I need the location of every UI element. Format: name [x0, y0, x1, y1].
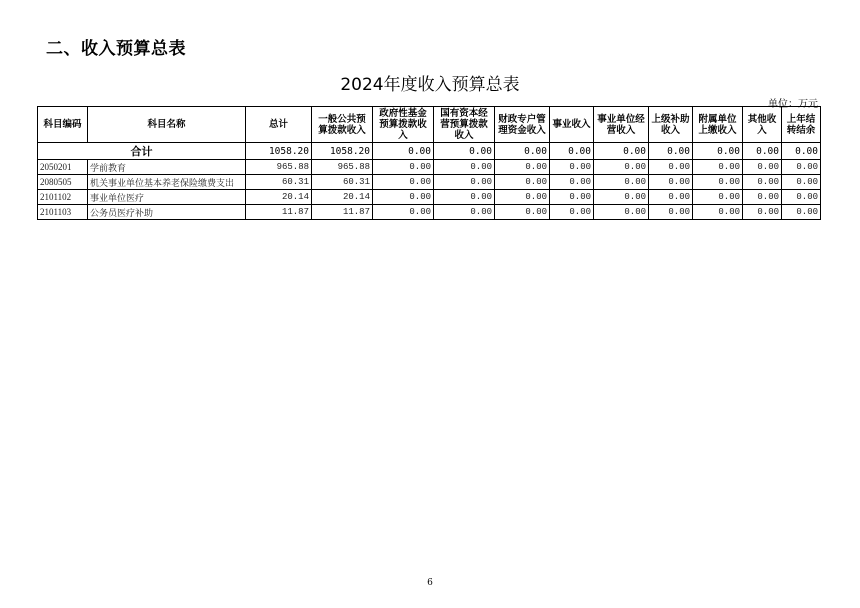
- table-cell: 0.00: [782, 190, 821, 205]
- table-cell: 0.00: [550, 190, 594, 205]
- table-cell: 0.00: [649, 205, 693, 220]
- table-cell: 0.00: [693, 205, 743, 220]
- table-cell: 0.00: [495, 205, 550, 220]
- column-header: 事业单位经营收入: [594, 107, 649, 143]
- column-header: 附属单位上缴收入: [693, 107, 743, 143]
- table-cell: 0.00: [743, 190, 782, 205]
- table-cell: 0.00: [434, 160, 495, 175]
- table-cell: 60.31: [246, 175, 312, 190]
- table-cell: 0.00: [743, 175, 782, 190]
- table-cell: 0.00: [693, 143, 743, 160]
- table-cell: 0.00: [782, 175, 821, 190]
- table-cell: 0.00: [782, 160, 821, 175]
- table-cell: 0.00: [495, 175, 550, 190]
- page-number: 6: [427, 578, 433, 588]
- table-cell: 0.00: [373, 205, 434, 220]
- income-budget-table: [37, 106, 821, 220]
- column-header: 财政专户管理资金收入: [495, 107, 550, 143]
- table-cell: 0.00: [782, 205, 821, 220]
- subject-name: 学前教育: [88, 160, 246, 175]
- column-header: 总计: [246, 107, 312, 143]
- table-row: [38, 190, 821, 205]
- document-title: 2024年度收入预算总表: [340, 75, 520, 95]
- table-cell: 11.87: [312, 205, 373, 220]
- column-header: 事业收入: [550, 107, 594, 143]
- table-cell: 0.00: [550, 160, 594, 175]
- table-cell: 0.00: [594, 160, 649, 175]
- table-cell: 0.00: [373, 160, 434, 175]
- table-cell: 0.00: [693, 190, 743, 205]
- column-header: 一般公共预算拨款收入: [312, 107, 373, 143]
- table-cell: 0.00: [434, 175, 495, 190]
- table-cell: 0.00: [373, 143, 434, 160]
- table-cell: 0.00: [495, 160, 550, 175]
- column-header: 科目编码: [38, 107, 88, 143]
- column-header: 上级补助收入: [649, 107, 693, 143]
- subject-code: 2101102: [38, 190, 88, 205]
- table-cell: 0.00: [434, 190, 495, 205]
- subject-code: 2050201: [38, 160, 88, 175]
- table-cell: 1058.20: [312, 143, 373, 160]
- subject-name: 公务员医疗补助: [88, 205, 246, 220]
- table-cell: 0.00: [550, 205, 594, 220]
- subject-name: 事业单位医疗: [88, 190, 246, 205]
- table-row: [38, 160, 821, 175]
- table-cell: 0.00: [594, 190, 649, 205]
- table-cell: 0.00: [550, 175, 594, 190]
- subject-code: 2080505: [38, 175, 88, 190]
- table-cell: 0.00: [649, 143, 693, 160]
- table-cell: 0.00: [373, 190, 434, 205]
- table-cell: 60.31: [312, 175, 373, 190]
- total-label: 合计: [38, 143, 246, 160]
- table-cell: 0.00: [743, 143, 782, 160]
- table-cell: 0.00: [649, 160, 693, 175]
- table-cell: 0.00: [693, 160, 743, 175]
- table-row: [38, 205, 821, 220]
- table-cell: 0.00: [594, 143, 649, 160]
- total-row: [38, 143, 821, 160]
- table-cell: 0.00: [649, 190, 693, 205]
- table-cell: 11.87: [246, 205, 312, 220]
- table-cell: 1058.20: [246, 143, 312, 160]
- column-header: 国有资本经营预算拨款收入: [434, 107, 495, 143]
- table-cell: 20.14: [246, 190, 312, 205]
- column-header: 其他收入: [743, 107, 782, 143]
- subject-code: 2101103: [38, 205, 88, 220]
- unit-label: 单位：万元: [768, 99, 818, 110]
- table-cell: 0.00: [782, 143, 821, 160]
- subject-name: 机关事业单位基本养老保险缴费支出: [88, 175, 246, 190]
- table-cell: 0.00: [434, 143, 495, 160]
- table-cell: 965.88: [246, 160, 312, 175]
- column-header: 上年结转结余: [782, 107, 821, 143]
- table-cell: 20.14: [312, 190, 373, 205]
- table-cell: 0.00: [743, 205, 782, 220]
- table-cell: 0.00: [373, 175, 434, 190]
- table-cell: 0.00: [594, 205, 649, 220]
- table-cell: 965.88: [312, 160, 373, 175]
- column-header: 科目名称: [88, 107, 246, 143]
- table-cell: 0.00: [594, 175, 649, 190]
- table-header-row: [38, 107, 821, 143]
- table-cell: 0.00: [550, 143, 594, 160]
- table-row: [38, 175, 821, 190]
- table-cell: 0.00: [434, 205, 495, 220]
- table-cell: 0.00: [693, 175, 743, 190]
- table-cell: 0.00: [495, 190, 550, 205]
- table-cell: 0.00: [743, 160, 782, 175]
- column-header: 政府性基金预算拨款收入: [373, 107, 434, 143]
- table-cell: 0.00: [649, 175, 693, 190]
- section-title: 二、收入预算总表: [46, 39, 186, 59]
- table-cell: 0.00: [495, 143, 550, 160]
